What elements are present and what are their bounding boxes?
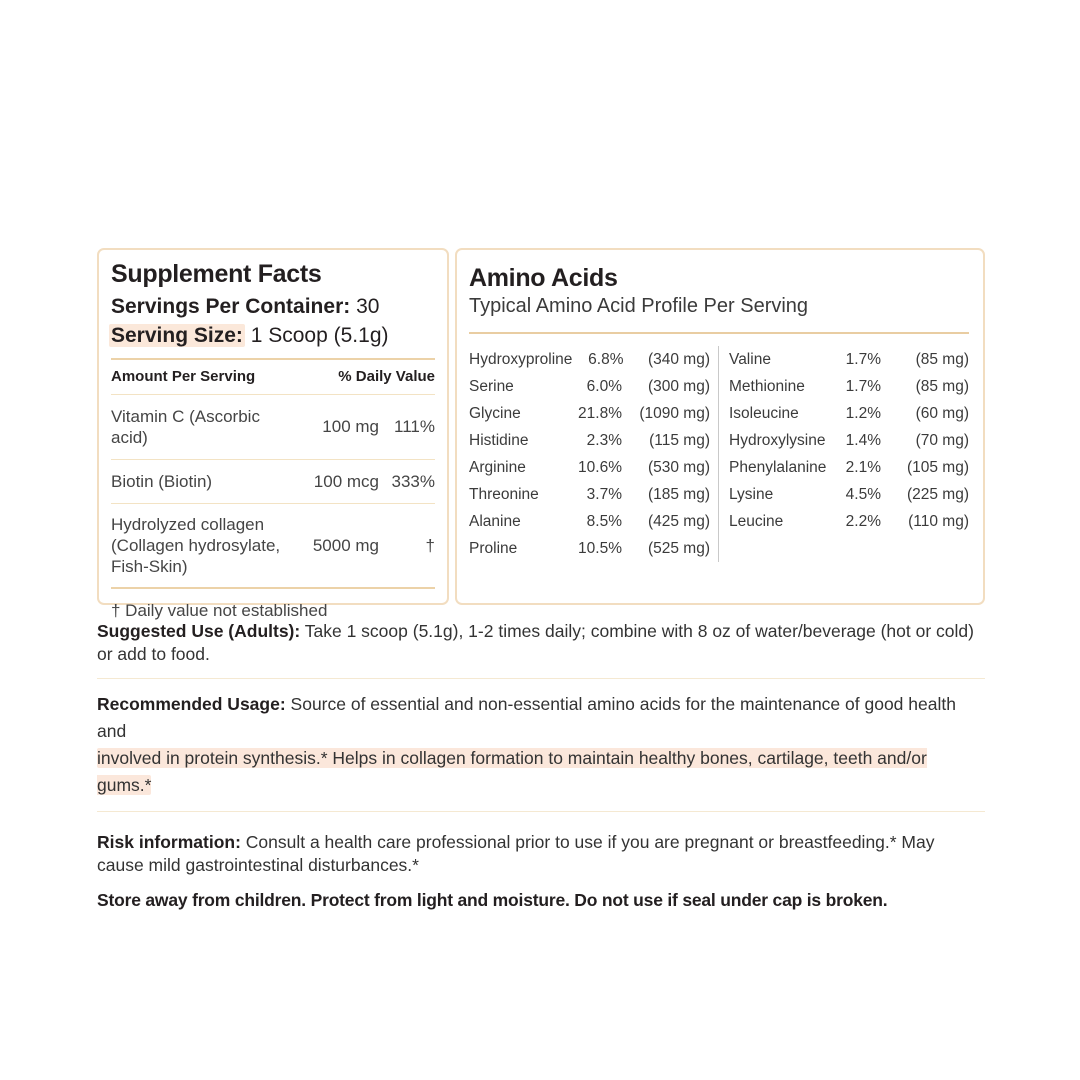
amino-pct: 6.0% — [586, 377, 622, 395]
amino-acids-column-right — [719, 346, 969, 562]
amino-pct: 4.5% — [845, 485, 881, 503]
amino-pct: 8.5% — [586, 512, 622, 530]
table-row — [729, 481, 969, 508]
amino-mg: (60 mg) — [915, 404, 969, 422]
nutrient-name: Hydrolyzed collagen (Collagen hydrosylate, Fish-Skin) — [111, 515, 281, 576]
amino-acids-table — [469, 346, 969, 562]
divider — [469, 332, 969, 334]
amino-mg: (300 mg) — [647, 377, 710, 395]
nutrient-name: Biotin (Biotin) — [111, 472, 213, 491]
table-row — [469, 508, 710, 535]
amino-pct: 6.8% — [588, 350, 624, 368]
table-row — [729, 346, 969, 373]
nutrient-amount: 100 mcg — [313, 471, 379, 491]
table-row — [729, 454, 969, 481]
amino-mg: (110 mg) — [908, 512, 969, 530]
storage-warning: Store away from children. Protect from light and moisture. Do not use if seal under cap is broken. — [97, 890, 888, 910]
table-row — [469, 400, 710, 427]
amino-mg: (85 mg) — [915, 377, 969, 395]
suggested-use-paragraph — [97, 620, 983, 666]
divider — [97, 678, 985, 679]
table-row — [469, 346, 710, 373]
servings-per-container-line — [111, 292, 435, 321]
serving-size-line — [111, 321, 435, 350]
table-row — [111, 504, 435, 587]
recommended-usage-text-2: involved in protein synthesis.* Helps in collagen formation to maintain healthy bones, cartilage, teeth and/or gums.* — [97, 748, 927, 795]
risk-information-paragraph — [97, 831, 983, 877]
amino-pct: 1.7% — [845, 377, 881, 395]
amino-mg: (525 mg) — [647, 539, 710, 557]
amino-name: Methionine — [729, 377, 805, 395]
amino-acids-panel — [455, 248, 985, 605]
amino-name: Lysine — [729, 485, 774, 503]
servings-per-container-value: 30 — [356, 295, 380, 318]
supplement-label — [97, 248, 985, 912]
amino-pct: 10.5% — [578, 539, 622, 557]
daily-value-header: % Daily Value — [338, 368, 435, 385]
amino-acids-column-left — [469, 346, 719, 562]
table-row — [469, 427, 710, 454]
label-panels — [97, 248, 985, 620]
table-row — [729, 373, 969, 400]
amino-pct: 3.7% — [586, 485, 622, 503]
table-row — [729, 400, 969, 427]
table-row — [729, 508, 969, 535]
recommended-usage-label: Recommended Usage: — [97, 694, 286, 714]
nutrient-dv: 111% — [394, 417, 435, 436]
amino-mg: (530 mg) — [647, 458, 710, 476]
table-row — [111, 395, 435, 459]
table-row — [111, 460, 435, 503]
amino-mg: (185 mg) — [647, 485, 710, 503]
amino-name: Proline — [469, 539, 518, 557]
amino-name: Serine — [469, 377, 514, 395]
divider — [97, 811, 985, 812]
risk-information-label: Risk information: — [97, 832, 241, 852]
supplement-facts-panel — [97, 248, 449, 620]
risk-information-text: Consult a health care professional prior to use if you are pregnant or breastfeeding.* May cause mild gastrointestinal disturbances.* — [97, 832, 935, 875]
servings-per-container-label: Servings Per Container: — [111, 295, 351, 318]
amino-mg: (70 mg) — [915, 431, 969, 449]
amino-name: Glycine — [469, 404, 521, 422]
amino-name: Hydroxylysine — [729, 431, 826, 449]
amount-per-serving-header: Amount Per Serving — [111, 368, 256, 385]
serving-size-label: Serving Size: — [111, 324, 243, 347]
amino-acids-title: Amino Acids — [469, 264, 618, 292]
daily-value-footnote: † Daily value not established — [111, 601, 328, 620]
amino-name: Threonine — [469, 485, 539, 503]
amino-mg: (1090 mg) — [639, 404, 710, 422]
amino-name: Isoleucine — [729, 404, 799, 422]
nutrient-amount: 5000 mg — [312, 535, 379, 555]
amino-pct: 1.7% — [845, 350, 881, 368]
nutrient-name: Vitamin C (Ascorbic acid) — [111, 407, 260, 447]
nutrient-dv: † — [425, 535, 435, 555]
amino-mg: (115 mg) — [649, 431, 710, 449]
table-row — [469, 454, 710, 481]
amino-mg: (105 mg) — [906, 458, 969, 476]
amino-acids-subtitle: Typical Amino Acid Profile Per Serving — [469, 295, 809, 317]
nutrient-dv: 333% — [391, 471, 435, 491]
facts-table-header — [111, 360, 435, 394]
supplement-facts-title: Supplement Facts — [111, 260, 322, 288]
nutrient-amount: 100 mg — [322, 417, 379, 436]
amino-mg: (425 mg) — [647, 512, 710, 530]
amino-pct: 21.8% — [578, 404, 622, 422]
amino-name: Phenylalanine — [729, 458, 827, 476]
amino-name: Histidine — [469, 431, 529, 449]
recommended-usage-paragraph — [97, 691, 983, 799]
amino-name: Arginine — [469, 458, 526, 476]
amino-pct: 2.2% — [845, 512, 881, 530]
serving-size-value: 1 Scoop (5.1g) — [250, 324, 389, 347]
amino-pct: 1.2% — [845, 404, 881, 422]
amino-pct: 10.6% — [578, 458, 622, 476]
amino-name: Alanine — [469, 512, 521, 530]
amino-pct: 1.4% — [845, 431, 881, 449]
amino-pct: 2.1% — [845, 458, 881, 476]
amino-pct: 2.3% — [586, 431, 622, 449]
amino-name: Valine — [729, 350, 771, 368]
table-row — [729, 427, 969, 454]
recommended-usage-text-1: Source of essential and non-essential amino acids for the maintenance of good health and — [97, 694, 956, 741]
suggested-use-label: Suggested Use (Adults): — [97, 621, 301, 641]
suggested-use-text: Take 1 scoop (5.1g), 1-2 times daily; combine with 8 oz of water/beverage (hot or cold) or add to food. — [97, 621, 974, 664]
amino-name: Leucine — [729, 512, 784, 530]
table-row — [469, 373, 710, 400]
amino-mg: (340 mg) — [647, 350, 710, 368]
amino-mg: (225 mg) — [906, 485, 969, 503]
amino-name: Hydroxyproline — [469, 350, 573, 368]
amino-mg: (85 mg) — [915, 350, 969, 368]
table-row — [469, 535, 710, 562]
table-row — [469, 481, 710, 508]
